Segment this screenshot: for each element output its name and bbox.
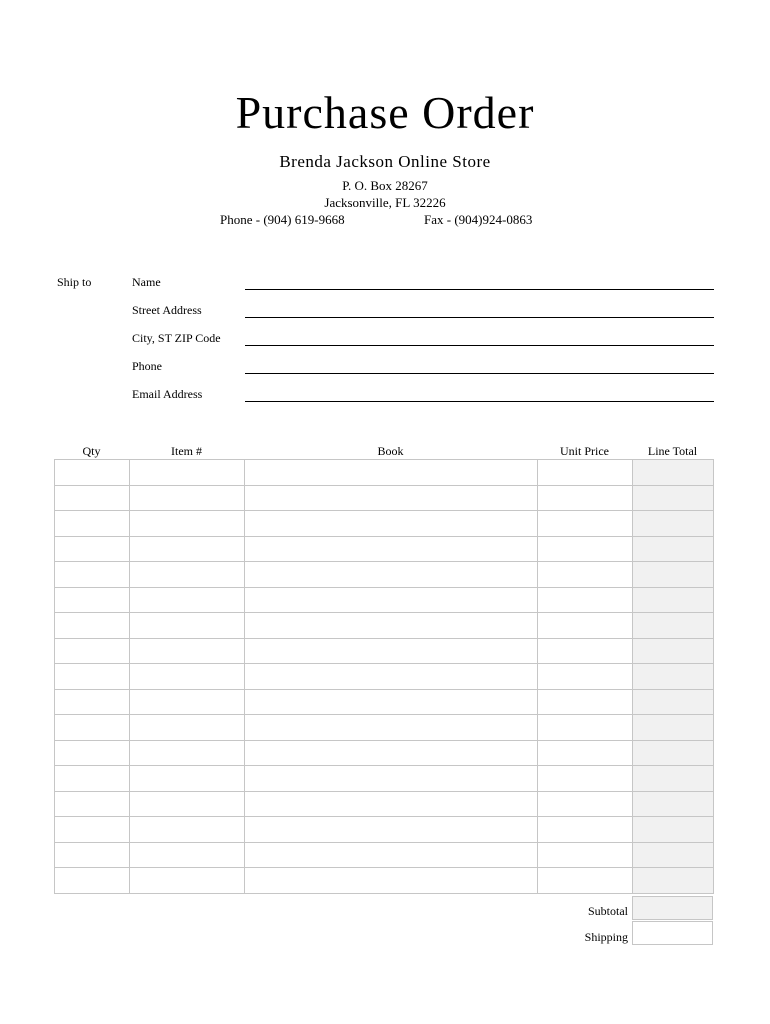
book-cell[interactable] xyxy=(245,740,538,766)
item-number-cell[interactable] xyxy=(130,791,245,817)
book-cell[interactable] xyxy=(245,664,538,690)
line-total-cell[interactable] xyxy=(633,842,714,868)
item-number-cell[interactable] xyxy=(130,562,245,588)
store-fax: Fax - (904)924-0863 xyxy=(424,212,533,227)
table-row xyxy=(55,664,714,690)
qty-cell[interactable] xyxy=(55,868,130,894)
book-cell[interactable] xyxy=(245,587,538,613)
table-row xyxy=(55,817,714,843)
item-number-cell[interactable] xyxy=(130,638,245,664)
subtotal-label: Subtotal xyxy=(587,904,628,918)
name-field[interactable] xyxy=(245,289,714,290)
column-header-book: Book xyxy=(377,444,404,458)
item-number-cell[interactable] xyxy=(130,817,245,843)
qty-cell[interactable] xyxy=(55,817,130,843)
book-cell[interactable] xyxy=(245,613,538,639)
unit-price-cell[interactable] xyxy=(538,664,633,690)
item-number-cell[interactable] xyxy=(130,842,245,868)
qty-cell[interactable] xyxy=(55,842,130,868)
unit-price-cell[interactable] xyxy=(538,689,633,715)
line-total-cell[interactable] xyxy=(633,638,714,664)
line-total-cell[interactable] xyxy=(633,613,714,639)
item-number-cell[interactable] xyxy=(130,536,245,562)
qty-cell[interactable] xyxy=(55,740,130,766)
email-address-label: Email Address xyxy=(132,387,203,401)
table-row xyxy=(55,485,714,511)
table-row xyxy=(55,689,714,715)
table-row xyxy=(55,715,714,741)
shipping-label: Shipping xyxy=(584,930,628,944)
items-table xyxy=(54,459,714,894)
qty-cell[interactable] xyxy=(55,715,130,741)
unit-price-cell[interactable] xyxy=(538,485,633,511)
street-address-field[interactable] xyxy=(245,317,714,318)
store-address-line2: Jacksonville, FL 32226 xyxy=(324,195,446,210)
line-total-cell[interactable] xyxy=(633,511,714,537)
column-header-qty: Qty xyxy=(82,444,101,458)
phone-label: Phone xyxy=(132,359,162,373)
qty-cell[interactable] xyxy=(55,562,130,588)
item-number-cell[interactable] xyxy=(130,613,245,639)
unit-price-cell[interactable] xyxy=(538,587,633,613)
table-row xyxy=(55,638,714,664)
line-total-cell[interactable] xyxy=(633,791,714,817)
column-header-item: Item # xyxy=(171,444,202,458)
qty-cell[interactable] xyxy=(55,638,130,664)
line-total-cell[interactable] xyxy=(633,817,714,843)
line-total-cell[interactable] xyxy=(633,664,714,690)
table-row xyxy=(55,460,714,486)
book-cell[interactable] xyxy=(245,868,538,894)
qty-cell[interactable] xyxy=(55,511,130,537)
unit-price-cell[interactable] xyxy=(538,868,633,894)
item-number-cell[interactable] xyxy=(130,740,245,766)
qty-cell[interactable] xyxy=(55,766,130,792)
line-total-cell[interactable] xyxy=(633,460,714,486)
table-row xyxy=(55,511,714,537)
book-cell[interactable] xyxy=(245,715,538,741)
item-number-cell[interactable] xyxy=(130,485,245,511)
unit-price-cell[interactable] xyxy=(538,817,633,843)
book-cell[interactable] xyxy=(245,638,538,664)
item-number-cell[interactable] xyxy=(130,868,245,894)
column-header-unit-price: Unit Price xyxy=(560,444,609,458)
name-label: Name xyxy=(132,275,161,289)
item-number-cell[interactable] xyxy=(130,715,245,741)
qty-cell[interactable] xyxy=(55,664,130,690)
table-row xyxy=(55,536,714,562)
store-phone: Phone - (904) 619-9668 xyxy=(220,212,345,227)
table-row xyxy=(55,740,714,766)
qty-cell[interactable] xyxy=(55,587,130,613)
qty-cell[interactable] xyxy=(55,485,130,511)
table-row xyxy=(55,842,714,868)
city-state-zip-label: City, ST ZIP Code xyxy=(132,331,221,345)
line-total-cell[interactable] xyxy=(633,868,714,894)
line-total-cell[interactable] xyxy=(633,536,714,562)
unit-price-cell[interactable] xyxy=(538,766,633,792)
book-cell[interactable] xyxy=(245,536,538,562)
qty-cell[interactable] xyxy=(55,791,130,817)
item-number-cell[interactable] xyxy=(130,689,245,715)
book-cell[interactable] xyxy=(245,817,538,843)
document-title: Purchase Order xyxy=(235,87,535,138)
unit-price-cell[interactable] xyxy=(538,562,633,588)
book-cell[interactable] xyxy=(245,791,538,817)
unit-price-cell[interactable] xyxy=(538,460,633,486)
unit-price-cell[interactable] xyxy=(538,842,633,868)
book-cell[interactable] xyxy=(245,511,538,537)
shipping-field[interactable] xyxy=(632,921,713,945)
store-address-line1: P. O. Box 28267 xyxy=(342,178,428,193)
unit-price-cell[interactable] xyxy=(538,536,633,562)
unit-price-cell[interactable] xyxy=(538,715,633,741)
unit-price-cell[interactable] xyxy=(538,511,633,537)
table-row xyxy=(55,791,714,817)
street-address-label: Street Address xyxy=(132,303,202,317)
subtotal-field[interactable] xyxy=(632,896,713,920)
book-cell[interactable] xyxy=(245,842,538,868)
item-number-cell[interactable] xyxy=(130,766,245,792)
book-cell[interactable] xyxy=(245,562,538,588)
book-cell[interactable] xyxy=(245,485,538,511)
book-cell[interactable] xyxy=(245,460,538,486)
line-total-cell[interactable] xyxy=(633,766,714,792)
unit-price-cell[interactable] xyxy=(538,613,633,639)
line-total-cell[interactable] xyxy=(633,740,714,766)
table-row xyxy=(55,868,714,894)
qty-cell[interactable] xyxy=(55,689,130,715)
table-row xyxy=(55,587,714,613)
item-number-cell[interactable] xyxy=(130,587,245,613)
city-state-zip-field[interactable] xyxy=(245,345,714,346)
item-number-cell[interactable] xyxy=(130,664,245,690)
column-header-line-total: Line Total xyxy=(647,444,698,458)
unit-price-cell[interactable] xyxy=(538,740,633,766)
table-row xyxy=(55,766,714,792)
qty-cell[interactable] xyxy=(55,460,130,486)
line-total-cell[interactable] xyxy=(633,562,714,588)
line-total-cell[interactable] xyxy=(633,689,714,715)
store-name: Brenda Jackson Online Store xyxy=(279,152,491,171)
item-number-cell[interactable] xyxy=(130,511,245,537)
qty-cell[interactable] xyxy=(55,613,130,639)
book-cell[interactable] xyxy=(245,766,538,792)
line-total-cell[interactable] xyxy=(633,587,714,613)
qty-cell[interactable] xyxy=(55,536,130,562)
book-cell[interactable] xyxy=(245,689,538,715)
phone-field[interactable] xyxy=(245,373,714,374)
ship-to-label: Ship to xyxy=(57,275,92,289)
item-number-cell[interactable] xyxy=(130,460,245,486)
table-row xyxy=(55,613,714,639)
line-total-cell[interactable] xyxy=(633,715,714,741)
unit-price-cell[interactable] xyxy=(538,791,633,817)
email-address-field[interactable] xyxy=(245,401,714,402)
unit-price-cell[interactable] xyxy=(538,638,633,664)
line-total-cell[interactable] xyxy=(633,485,714,511)
table-row xyxy=(55,562,714,588)
